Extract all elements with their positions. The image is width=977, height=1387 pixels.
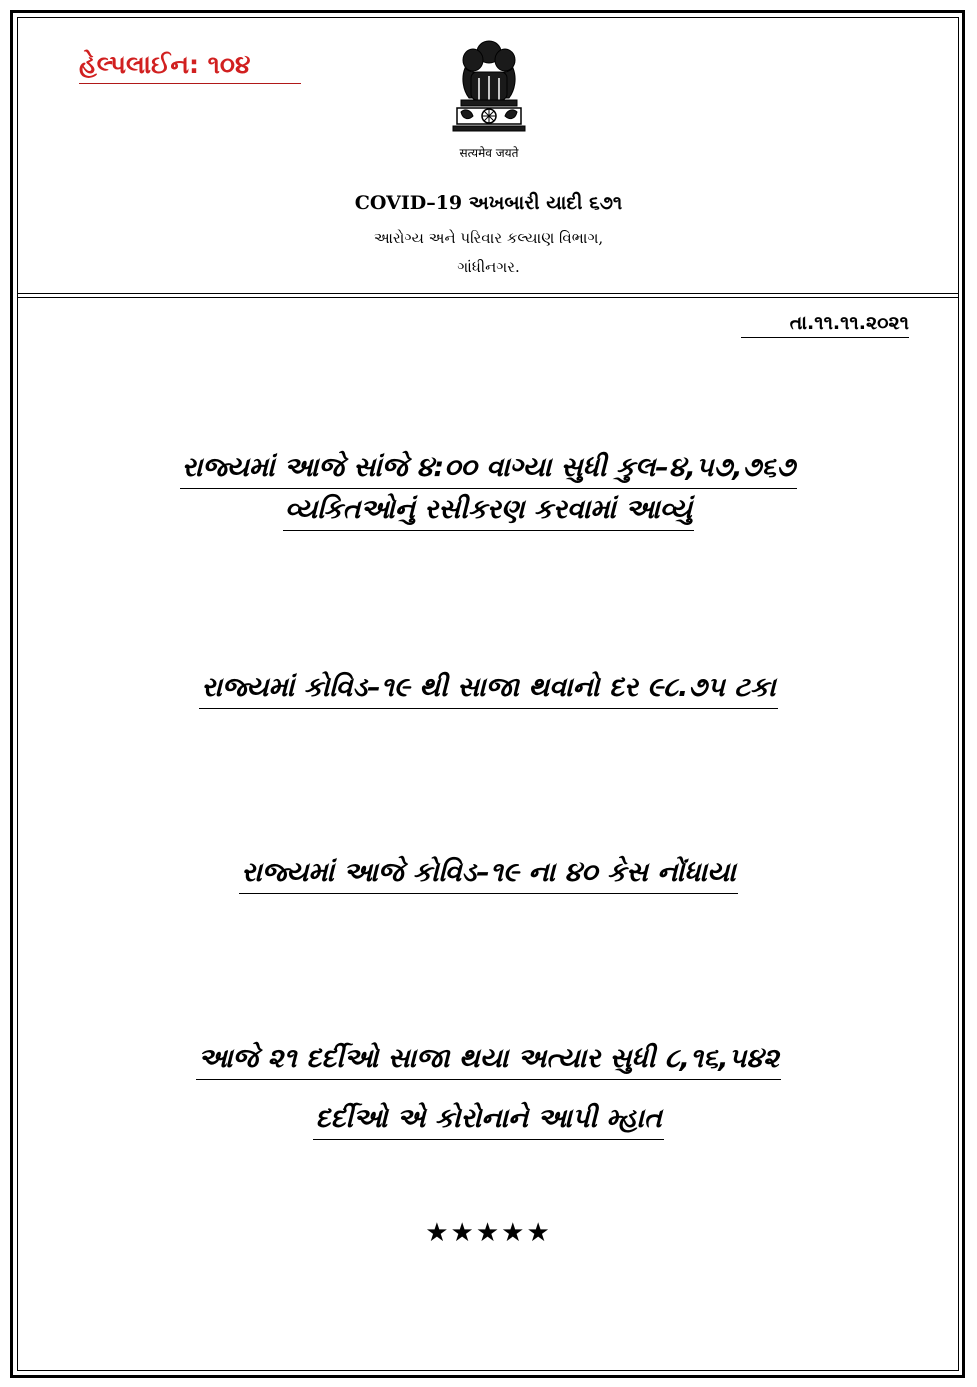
emblem-motto: सत्यमेव जयते <box>459 146 519 160</box>
release-title: COVID–19 અખબારી યાદી ૬૭૧ <box>354 192 623 214</box>
helpline-label: હેલ્પલાઈન: ૧૦૪ <box>79 50 301 84</box>
headline-recovered-cont <box>0 1103 977 1140</box>
header-divider <box>18 293 958 294</box>
header-divider <box>18 297 958 298</box>
headline-vaccination <box>0 452 977 489</box>
headline-text: દર્દીઓ એ કોરોનાને આપી મ્હાત <box>313 1103 664 1140</box>
city-name: ગાંધીનગર. <box>457 258 520 276</box>
headline-text: રાજ્યમાં આજે સાંજે ૪:૦૦ વાગ્યા સુધી કુલ–૪,૫૭,૭૬૭ <box>180 452 797 489</box>
headline-text: રાજ્યમાં કોવિડ–૧૯ થી સાજા થવાનો દર ૯૮.૭૫ ટકા <box>199 672 777 709</box>
headline-vaccination-cont <box>0 494 977 531</box>
release-date: તા.૧૧.૧૧.૨૦૨૧ <box>741 312 909 338</box>
headline-text: વ્યકિતઓનું રસીકરણ કરવામાં આવ્યું <box>283 494 694 531</box>
headline-text: આજે ૨૧ દર્દીઓ સાજા થયા અત્યાર સુધી ૮,૧૬,૫૪૨ <box>196 1043 781 1080</box>
headline-recovery-rate <box>0 672 977 709</box>
department-name: આરોગ્ય અને પરિવાર કલ્યાણ વિભાગ, <box>373 229 604 247</box>
end-stars: ★★★★★ <box>425 1218 552 1248</box>
national-emblem-icon <box>443 38 535 142</box>
headline-text: રાજ્યમાં આજે કોવિડ–૧૯ ના ૪૦ કેસ નોંધાયા <box>239 857 737 894</box>
headline-recovered <box>0 1043 977 1080</box>
headline-new-cases <box>0 857 977 894</box>
